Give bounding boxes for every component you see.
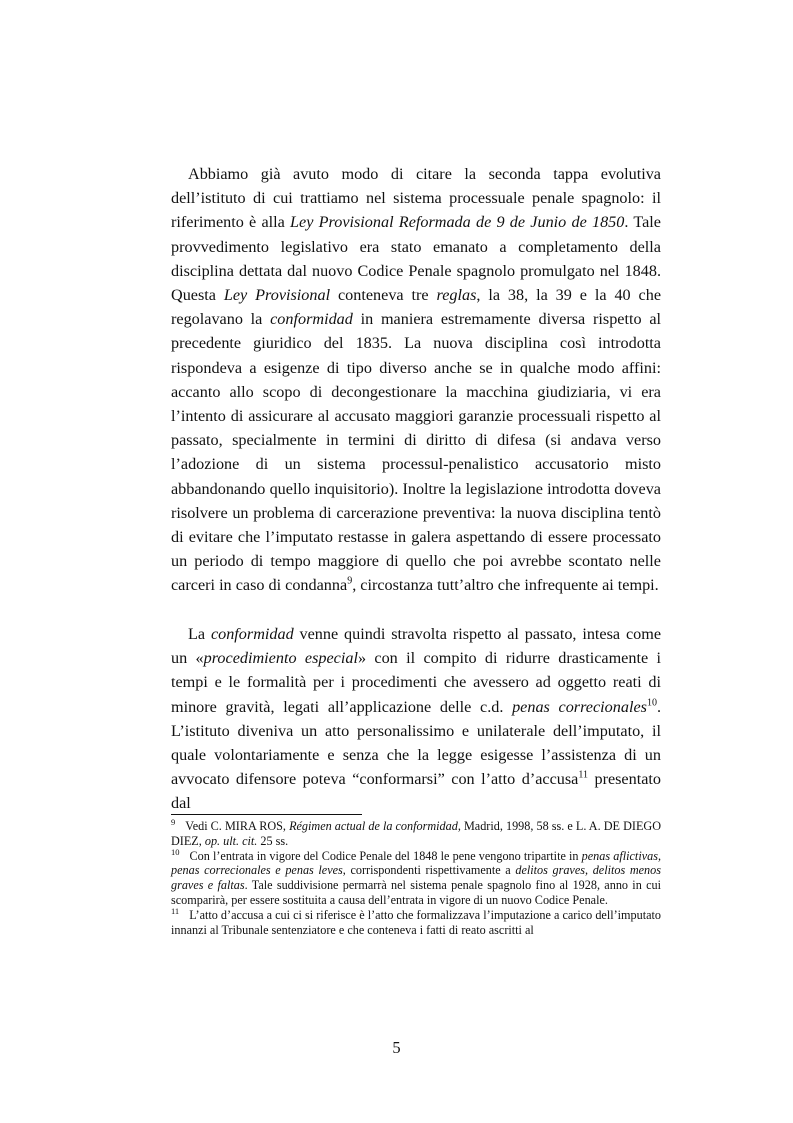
text-run: La: [188, 625, 211, 643]
italic-term: conformidad: [210, 625, 294, 643]
text-run: , corrispondenti rispettivamente a: [342, 863, 516, 878]
footnote-10: [171, 846, 661, 908]
italic-title: Ley Provisional Reformada de 9 de Junio de 1850: [290, 213, 625, 232]
footnote-number: 11: [171, 905, 180, 916]
page-number: 5: [392, 1038, 401, 1057]
footnote-ref-11[interactable]: 11: [578, 769, 588, 781]
footnote-11: [171, 905, 661, 938]
text-run: conteneva tre: [330, 286, 437, 305]
text-run: . Tale provvedimento legislativo era stato emanato a completamento della disciplina dettata dal nuovo Codice Penale spagnolo promulgato nel 1848. Questa: [171, 213, 661, 305]
text-run: Vedi C. MIRA ROS,: [185, 819, 290, 833]
italic-citation: op. ult. cit.: [204, 833, 258, 848]
footnote-ref-9[interactable]: 9: [347, 576, 353, 588]
footnote-ref-10[interactable]: 10: [646, 697, 657, 709]
italic-title: Régimen actual de la conformidad: [289, 819, 458, 833]
text-run: presentato dal: [171, 770, 661, 813]
italic-term: reglas: [436, 286, 477, 305]
body-paragraph-2: [171, 622, 661, 816]
italic-term: procedimiento especial: [203, 649, 358, 668]
text-run: Abbiamo già avuto modo di citare la seconda tappa evolutiva dell’istituto di cui trattiamo nel sistema processuale penale spagnolo: il riferimento è alla: [171, 165, 661, 232]
text-run: , la 38, la 39 e la 40 che regolavano la: [171, 286, 662, 329]
italic-term: delitos graves, delitos menos graves e faltas: [171, 863, 661, 893]
italic-term: penas aflictivas, penas correcionales e penas leves: [171, 848, 661, 878]
text-run: , Madrid, 1998, 58 ss. e L. A. DE DIEGO DIEZ,: [171, 819, 661, 848]
text-run: venne quindi stravolta rispetto al passato, intesa come un «: [171, 625, 662, 668]
text-run: L’atto d’accusa a cui ci si riferisce è l’atto che formalizzava l’imputazione a carico dell’imputato innanzi al Tribunale sentenziatore e che conteneva i fatti di reato ascritti al: [171, 907, 661, 937]
text-run: . Tale suddivisione permarrà nel sistema penale spagnolo fino al 1928, anno in cui scomparirà, per essere sostituita a causa dell’entrata in vigore di un nuovo Codice Penale.: [171, 878, 661, 907]
text-run: . L’istituto diveniva un atto personalissimo e unilaterale dell’imputato, il quale volontariamente e senza che la legge esigesse l’assistenza di un avvocato difensore poteva “conformarsi” con l’atto d’accusa: [171, 697, 661, 789]
italic-term: penas correcionales: [512, 697, 647, 716]
footnote-9: [171, 816, 661, 849]
footnote-divider: [171, 814, 362, 815]
italic-term: Ley Provisional: [223, 286, 331, 305]
text-run: in maniera estremamente diversa rispetto al precedente giuridico del 1835. La nuova disciplina così introdotta rispondeva a esigenze di tipo diverso anche se in qualche modo affini: accanto allo scopo di decongestionare la macchina giudiziaria, vi era l’intento di assicurare al accusato maggiori garanzie processuali rispetto al passato, specialmente in termini di diritto di difesa (si andava verso l’adozione di un sistema processul-penalistico accusatorio misto abbandonando quello inquisitorio). Inoltre la legislazione introdotta doveva risolvere un problema di carcerazione preventiva: la nuova disciplina tentò di evitare che l’imputato restasse in galera aspettando di essere processato un periodo di tempo maggiore di quello che poi avrebbe scontato nelle carceri in caso di condanna: [171, 310, 662, 595]
text-run: » con il compito di ridurre drasticamente i tempi e le formalità per i procedimenti che avessero ad oggetto reati di minore gravità, legati all’applicazione delle c.d.: [171, 649, 661, 716]
text-run: Con l’entrata in vigore del Codice Penale del 1848 le pene vengono tripartite in: [189, 848, 582, 863]
footnote-number: 10: [171, 846, 180, 857]
italic-term: conformidad: [270, 310, 353, 329]
footnote-number: 9: [171, 816, 176, 827]
footnotes-section: [171, 816, 661, 937]
text-run: , circostanza tutt’altro che infrequente ai tempi.: [352, 576, 659, 595]
body-paragraph-1: [171, 162, 661, 598]
text-run: 25 ss.: [257, 833, 289, 848]
